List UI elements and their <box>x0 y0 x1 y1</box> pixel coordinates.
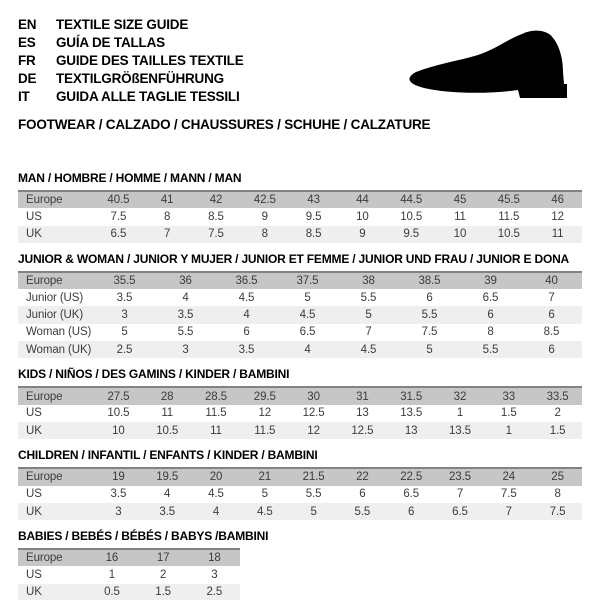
size-table <box>18 467 582 520</box>
size-value-cell: 33 <box>502 390 516 403</box>
size-value-cell: 13 <box>356 407 369 420</box>
size-value-cell: 5.5 <box>305 488 322 501</box>
size-value-cell: 10.5 <box>107 407 130 420</box>
size-value-cell: 3.5 <box>238 343 255 356</box>
size-value-cell: 44.5 <box>400 194 423 207</box>
section-title: MAN / HOMBRE / HOMME / MANN / MAN <box>18 171 242 185</box>
size-value-cell: 0.5 <box>104 586 120 599</box>
size-value-cell: 4 <box>304 343 311 356</box>
size-value-cell: 40 <box>545 275 558 288</box>
size-value-cell: 12 <box>258 407 272 420</box>
size-value-cell: 4 <box>212 505 220 518</box>
size-value-cell: 9 <box>359 228 366 241</box>
size-value-cell: 42 <box>209 194 223 207</box>
language-code: IT <box>18 89 30 104</box>
size-value-cell: 1.5 <box>500 407 517 420</box>
size-table-section <box>18 530 582 600</box>
size-value-cell: 6 <box>408 505 415 518</box>
size-value-cell: 5.5 <box>482 343 499 356</box>
size-value-cell: 12.5 <box>351 424 374 437</box>
size-value-cell: 35.5 <box>113 275 136 288</box>
size-value-cell: 3 <box>182 343 189 356</box>
size-value-cell: 11 <box>210 424 222 437</box>
size-value-cell: 7 <box>548 291 555 304</box>
size-header-row <box>18 468 582 485</box>
size-value-cell: 10.5 <box>400 210 423 223</box>
size-value-cell: 44 <box>356 194 369 207</box>
size-value-cell: 23.5 <box>448 471 471 484</box>
size-value-cell: 5.5 <box>177 326 194 339</box>
size-row <box>18 422 582 439</box>
size-table <box>18 548 240 600</box>
size-table <box>18 271 582 358</box>
size-value-cell: 12 <box>307 424 320 437</box>
size-value-cell: 7.5 <box>500 488 517 501</box>
size-value-cell: 31 <box>356 390 369 403</box>
language-code: ES <box>18 35 36 50</box>
size-value-cell: 7.5 <box>208 228 224 241</box>
dress-shoe-icon <box>398 26 578 102</box>
size-value-cell: 45.5 <box>497 194 520 207</box>
size-value-cell: 2 <box>159 569 167 582</box>
size-value-cell: 21.5 <box>302 471 325 484</box>
size-value-cell: 6.5 <box>403 488 420 501</box>
size-value-cell: 43 <box>307 194 320 207</box>
size-value-cell: 3.5 <box>177 309 194 322</box>
size-value-cell: 45 <box>453 194 467 207</box>
size-row <box>18 289 582 306</box>
size-value-cell: 7 <box>456 488 464 501</box>
size-value-cell: 4.5 <box>208 488 224 501</box>
size-value-cell: 10.5 <box>156 424 179 437</box>
size-value-cell: 5 <box>426 343 433 356</box>
language-label: GUIDE DES TAILLES TEXTILE <box>56 53 244 68</box>
size-value-cell: 10 <box>356 210 369 223</box>
size-value-cell: 5.5 <box>354 505 371 518</box>
size-header-row <box>18 272 582 289</box>
row-label: US <box>26 210 42 223</box>
size-value-cell: 22.5 <box>400 471 423 484</box>
size-row <box>18 584 240 600</box>
size-value-cell: 28.5 <box>205 390 227 403</box>
size-table-section <box>18 449 582 520</box>
size-value-cell: 5 <box>310 505 317 518</box>
size-value-cell: 17 <box>156 552 170 565</box>
size-value-cell: 27.5 <box>107 390 130 403</box>
row-label: Woman (US) <box>26 326 92 339</box>
size-value-cell: 6 <box>359 488 366 501</box>
size-value-cell: 16 <box>105 552 119 565</box>
size-value-cell: 4.5 <box>238 291 255 304</box>
language-code: FR <box>18 53 36 68</box>
size-value-cell: 3 <box>115 505 122 518</box>
language-label: GUIDA ALLE TAGLIE TESSILI <box>56 89 240 104</box>
size-value-cell: 2.5 <box>206 586 223 599</box>
row-label: Europe <box>26 275 63 288</box>
row-label: Junior (UK) <box>26 309 84 322</box>
size-value-cell: 8.5 <box>305 228 322 241</box>
size-value-cell: 39 <box>484 275 497 288</box>
row-label: US <box>26 407 42 420</box>
size-value-cell: 6 <box>548 309 555 322</box>
size-value-cell: 13.5 <box>400 407 423 420</box>
row-label: Europe <box>26 552 63 565</box>
size-value-cell: 3.5 <box>116 291 133 304</box>
size-value-cell: 5 <box>261 488 268 501</box>
size-value-cell: 6 <box>426 291 433 304</box>
size-row <box>18 405 582 422</box>
size-value-cell: 13.5 <box>448 424 471 437</box>
size-value-cell: 19.5 <box>156 471 179 484</box>
size-value-cell: 7 <box>164 228 171 241</box>
size-row <box>18 341 582 358</box>
size-value-cell: 4 <box>182 291 189 304</box>
size-value-cell: 1 <box>456 407 464 420</box>
size-value-cell: 1 <box>505 424 512 437</box>
row-label: Junior (US) <box>26 291 84 304</box>
size-value-cell: 9 <box>261 210 268 223</box>
size-value-cell: 11 <box>551 228 564 241</box>
size-value-cell: 6.5 <box>299 326 316 339</box>
size-header-row <box>18 387 582 404</box>
size-header-row <box>18 191 582 208</box>
size-value-cell: 8.5 <box>208 210 224 223</box>
size-value-cell: 9.5 <box>305 210 322 223</box>
size-value-cell: 8 <box>261 228 268 241</box>
row-label: UK <box>26 586 42 599</box>
size-value-cell: 11.5 <box>205 407 227 420</box>
size-value-cell: 32 <box>453 390 467 403</box>
size-value-cell: 11 <box>454 210 466 223</box>
size-value-cell: 6 <box>487 309 494 322</box>
size-row <box>18 306 582 323</box>
size-row <box>18 486 582 503</box>
section-title: KIDS / NIÑOS / DES GAMINS / KINDER / BAMBINI <box>18 367 290 382</box>
size-row <box>18 208 582 225</box>
size-value-cell: 3.5 <box>110 488 127 501</box>
size-value-cell: 5 <box>365 309 372 322</box>
section-title: BABIES / BEBÉS / BÉBÉS / BABYS /BAMBINI <box>18 529 269 544</box>
size-value-cell: 12 <box>551 210 564 223</box>
size-value-cell: 36.5 <box>235 275 258 288</box>
size-value-cell: 4.5 <box>360 343 377 356</box>
size-value-cell: 11 <box>161 407 174 420</box>
language-label: TEXTILGRÖßENFÜHRUNG <box>56 71 224 86</box>
size-value-cell: 41 <box>160 194 174 207</box>
size-value-cell: 2 <box>554 407 561 420</box>
size-value-cell: 19 <box>112 471 125 484</box>
category-line: FOOTWEAR / CALZADO / CHAUSSURES / SCHUHE / CALZATURE <box>18 117 431 132</box>
size-value-cell: 13 <box>404 424 418 437</box>
size-value-cell: 42.5 <box>253 194 276 207</box>
row-label: Europe <box>26 194 63 207</box>
size-value-cell: 2.5 <box>116 343 133 356</box>
size-value-cell: 28 <box>160 390 174 403</box>
size-value-cell: 1.5 <box>549 424 566 437</box>
size-value-cell: 24 <box>502 471 516 484</box>
size-value-cell: 11.5 <box>498 210 520 223</box>
size-value-cell: 10.5 <box>497 228 520 241</box>
size-value-cell: 7 <box>365 326 372 339</box>
size-value-cell: 7.5 <box>549 505 566 518</box>
size-value-cell: 46 <box>551 194 564 207</box>
size-table-section <box>18 172 582 243</box>
size-value-cell: 1 <box>108 569 116 582</box>
language-label: TEXTILE SIZE GUIDE <box>56 17 189 32</box>
language-code: EN <box>18 17 37 32</box>
size-value-cell: 10 <box>112 424 125 437</box>
size-value-cell: 38.5 <box>418 275 441 288</box>
language-code: DE <box>18 71 37 86</box>
size-value-cell: 1.5 <box>155 586 171 599</box>
size-value-cell: 6.5 <box>110 228 127 241</box>
size-value-cell: 22 <box>356 471 369 484</box>
size-table-section <box>18 253 582 358</box>
section-title: JUNIOR & WOMAN / JUNIOR Y MUJER / JUNIOR ET FEMME / JUNIOR UND FRAU / JUNIOR E DONA <box>18 251 570 266</box>
size-header-row <box>18 549 240 566</box>
row-label: UK <box>26 228 42 241</box>
size-value-cell: 3 <box>121 309 128 322</box>
row-label: Europe <box>26 471 63 484</box>
size-value-cell: 38 <box>362 275 375 288</box>
size-value-cell: 8 <box>487 326 494 339</box>
size-value-cell: 4 <box>243 309 250 322</box>
size-value-cell: 7.5 <box>110 210 127 223</box>
size-row <box>18 324 582 341</box>
row-label: US <box>26 569 42 582</box>
size-value-cell: 5.5 <box>421 309 438 322</box>
size-value-cell: 6 <box>548 343 555 356</box>
size-value-cell: 37.5 <box>296 275 319 288</box>
size-row <box>18 566 240 583</box>
row-label: Europe <box>26 390 63 403</box>
size-value-cell: 29.5 <box>253 390 276 403</box>
size-value-cell: 36 <box>179 275 192 288</box>
size-value-cell: 5 <box>304 291 311 304</box>
size-value-cell: 18 <box>208 552 221 565</box>
size-value-cell: 33.5 <box>546 390 569 403</box>
language-label: GUÍA DE TALLAS <box>56 35 165 50</box>
size-value-cell: 6 <box>243 326 250 339</box>
size-value-cell: 10 <box>453 228 467 241</box>
size-value-cell: 8 <box>554 488 561 501</box>
size-value-cell: 4.5 <box>299 309 316 322</box>
size-value-cell: 30 <box>307 390 320 403</box>
row-label: Woman (UK) <box>26 343 92 356</box>
size-value-cell: 3 <box>211 569 218 582</box>
size-value-cell: 20 <box>209 471 223 484</box>
size-value-cell: 3.5 <box>159 505 176 518</box>
size-value-cell: 21 <box>258 471 272 484</box>
size-value-cell: 5.5 <box>360 291 377 304</box>
row-label: UK <box>26 424 42 437</box>
size-value-cell: 40.5 <box>107 194 130 207</box>
size-tables-container <box>18 172 582 600</box>
row-label: US <box>26 488 42 501</box>
size-row <box>18 503 582 520</box>
size-value-cell: 25 <box>551 471 564 484</box>
size-row <box>18 226 582 243</box>
size-value-cell: 4.5 <box>256 505 273 518</box>
size-value-cell: 8.5 <box>543 326 560 339</box>
size-table-section <box>18 368 582 439</box>
size-table <box>18 190 582 243</box>
size-value-cell: 5 <box>121 326 128 339</box>
size-value-cell: 6.5 <box>482 291 499 304</box>
size-value-cell: 31.5 <box>400 390 423 403</box>
size-value-cell: 8 <box>164 210 171 223</box>
size-table <box>18 386 582 439</box>
size-value-cell: 4 <box>164 488 171 501</box>
row-label: UK <box>26 505 42 518</box>
size-value-cell: 7 <box>505 505 512 518</box>
size-value-cell: 7.5 <box>421 326 438 339</box>
size-value-cell: 11.5 <box>254 424 276 437</box>
section-title: CHILDREN / INFANTIL / ENFANTS / KINDER / BAMBINI <box>18 448 318 463</box>
size-value-cell: 12.5 <box>302 407 325 420</box>
size-value-cell: 6.5 <box>452 505 468 518</box>
size-value-cell: 9.5 <box>403 228 420 241</box>
